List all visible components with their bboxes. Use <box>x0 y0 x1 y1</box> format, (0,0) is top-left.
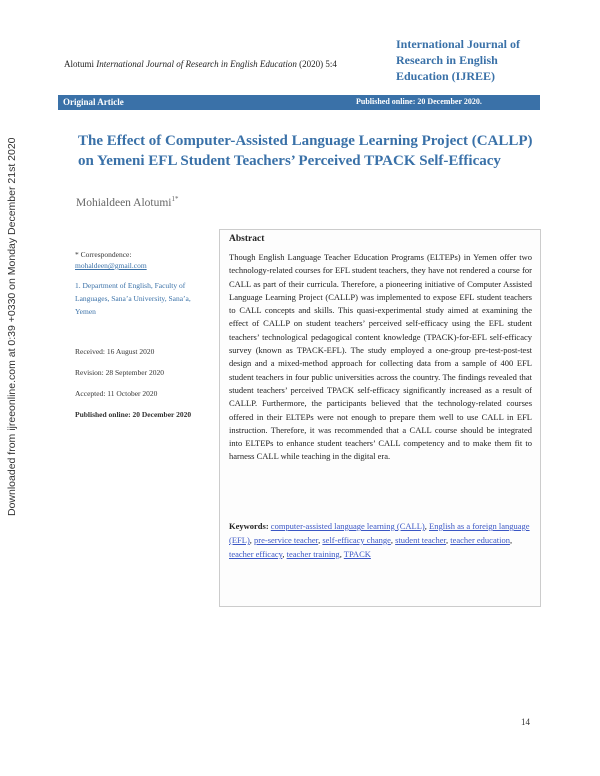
keyword-link[interactable]: English as a foreign language (EFL) <box>229 521 530 545</box>
keyword-link[interactable]: teacher efficacy <box>229 549 283 559</box>
keyword-link[interactable]: self-efficacy change <box>322 535 391 545</box>
author-line <box>76 195 179 209</box>
keyword-link[interactable]: TPACK <box>343 549 371 559</box>
article-banner <box>58 95 540 110</box>
revision-date: Revision: 28 September 2020 <box>75 368 164 377</box>
page-number: 14 <box>521 717 530 727</box>
author-affiliation: 1. Department of English, Faculty of Languages, Sana’a University, Sana’a, Yemen <box>75 281 191 316</box>
author-marker: 1* <box>171 195 179 203</box>
keyword-link[interactable]: computer-assisted language learning (CALL) <box>270 521 425 531</box>
published-banner-text: Published online: 20 December 2020. <box>356 97 482 106</box>
published-date: Published online: 20 December 2020 <box>75 410 192 419</box>
citation-journal: International Journal of Research in English Education <box>96 59 297 69</box>
article-title: The Effect of Computer-Assisted Language Learning Project (CALLP) on Yemeni EFL Student Teachers’ Perceived TPACK Self-Efficacy <box>78 133 533 169</box>
author-name: Mohialdeen Alotumi <box>76 196 172 209</box>
keyword-link[interactable]: teacher education <box>450 535 510 545</box>
correspondence-email-link[interactable]: mohaldeen@gmail.com <box>75 261 147 270</box>
article-info-sidebar <box>75 250 207 419</box>
abstract-heading: Abstract <box>229 234 265 244</box>
running-citation <box>64 59 337 69</box>
accepted-date: Accepted: 11 October 2020 <box>75 389 158 398</box>
keyword-link[interactable]: teacher training <box>286 549 340 559</box>
abstract-text: Though English Language Teacher Education Programs (ELTEPs) in Yemen offer two technology-related courses for EFL student teachers, they have not rendered a course for CALL as part of their curricula. Therefore, a pioneering initiative of Computer Assisted Language Learning Project (CALLP) was implemented to expose EFL student teachers to CALL concepts and skills. This quasi-experimental study aimed at examining the effect of CALLP on student teachers’ perceived self-efficacy using the EFL student teachers’ technological pedagogical content knowledge (TPACK)-for-EFL self-efficacy survey (known as TPACK-EFL). The study employed a one-group pre-test-post-test design and a mixed-method approach for collecting data from a sample of 400 EFL student teachers in four public universities across the country. The findings revealed that student teachers’ perceived TPACK self-efficacy significantly increased as a result of CALLP. Furthermore, the participants believed that the technology-related courses offered in their ELTEPs were not enough to prepare them well to use CALL in EFL instruction. Therefore, it was recommended that a CALL course should be integrated into ELTEPs to enhance student teachers’ CALL competency and to make them fit to harness CALL while teaching in the digital era. <box>229 252 532 462</box>
download-stamp: Downloaded from ijreeonline.com at 0:39 +0330 on Monday December 21st 2020 <box>6 137 18 516</box>
article-type: Original Article <box>63 97 124 107</box>
abstract-box <box>219 229 541 607</box>
correspondence-label: * Correspondence: <box>75 250 132 259</box>
keywords: Keywords: computer-assisted language learning (CALL), English as a foreign language (EFL), pre-service teacher, self-efficacy change, student teacher, teacher education, teacher efficacy, teacher training, TPACK <box>229 521 530 559</box>
keyword-link[interactable]: pre-service teacher <box>254 535 319 545</box>
journal-name: International Journal of Research in English Education (IJREE) <box>396 37 521 83</box>
keywords-label: Keywords: <box>229 521 269 531</box>
citation-tail: (2020) 5:4 <box>299 59 337 69</box>
keyword-link[interactable]: student teacher <box>395 535 446 545</box>
citation-author: Alotumi <box>64 59 95 69</box>
received-date: Received: 16 August 2020 <box>75 347 155 356</box>
